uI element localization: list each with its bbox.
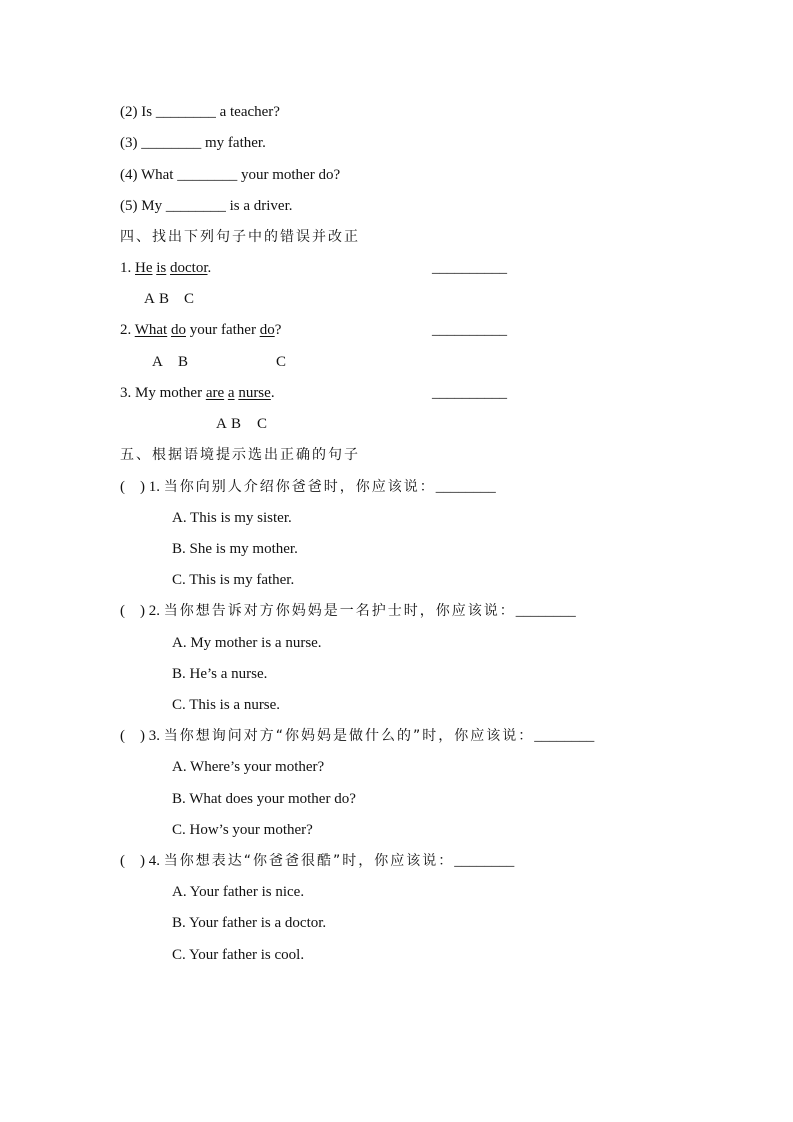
option-c: C. This is a nurse. [172,697,281,713]
text-after: a teacher? [219,104,280,120]
option-a: A. Your father is nice. [172,884,305,900]
blank: ________ [141,135,202,151]
text-after: is a driver. [229,198,293,214]
option-b: B. What does your mother do? [172,791,356,807]
option-a: A. My mother is a nurse. [172,635,322,651]
answer-blank: ________ [515,603,576,619]
section-4-heading: 四、找出下列句子中的错误并改正 [120,229,360,245]
item-number: 3. [120,385,132,401]
item-number: 2. [120,322,132,338]
error-item-3 [120,383,275,403]
underlined-part-a: He [135,260,153,276]
choice-question-3 [120,726,594,746]
error-item-1 [120,258,211,278]
text-part: . [207,260,212,276]
choice-question-2 [120,601,576,621]
question-prompt: 当你想询问对方“你妈妈是做什么的”时，你应该说： [163,728,535,744]
item-number: (5) [120,198,138,214]
item-number: 1. [120,260,132,276]
choice-question-4 [120,851,514,871]
answer-blank-2: __________ [432,322,507,338]
mark-c-3: C [257,416,268,432]
text-before: My [141,198,163,214]
blank: ________ [155,104,216,120]
mark-a-1: A [144,291,155,307]
question-prefix: ( ) 4. [120,853,160,869]
text-part: your father [185,322,260,338]
option-c: C. Your father is cool. [172,947,305,963]
item-number: (4) [120,167,138,183]
option-b: B. Your father is a doctor. [172,915,327,931]
blank: ________ [177,167,238,183]
mark-b-2: B [178,354,189,370]
underlined-part-c: doctor [170,260,208,276]
question-prompt: 当你向别人介绍你爸爸时，你应该说： [163,479,436,495]
mark-a-2: A [152,354,163,370]
section-5-heading: 五、根据语境提示选出正确的句子 [120,447,360,463]
option-a: A. Where’s your mother? [172,759,325,775]
error-item-2 [120,320,281,340]
option-b: B. She is my mother. [172,541,298,557]
fill-in-item-5 [120,196,293,216]
question-prefix: ( ) 3. [120,728,160,744]
mark-a-3: A [216,416,227,432]
answer-blank-3: __________ [432,385,507,401]
question-prompt: 当你想表达“你爸爸很酷”时，你应该说： [163,853,455,869]
mark-c-1: C [184,291,195,307]
item-number: (3) [120,135,138,151]
option-a: A. This is my sister. [172,510,292,526]
underlined-part-c: do [259,322,275,338]
underlined-part-a: What [134,322,168,338]
mark-b-3: B [231,416,242,432]
text-part: ? [274,322,282,338]
option-c: C. This is my father. [172,572,295,588]
fill-in-item-2 [120,102,280,122]
answer-blank-1: __________ [432,260,507,276]
underlined-part-b: is [156,260,167,276]
fill-in-item-3 [120,133,266,153]
mark-c-2: C [276,354,287,370]
underlined-part-b: a [227,385,235,401]
text-part: . [270,385,275,401]
text-part: My mother [135,385,206,401]
fill-in-item-4 [120,165,340,185]
question-prefix: ( ) 1. [120,479,160,495]
text-before: Is [141,104,153,120]
item-number: (2) [120,104,138,120]
answer-blank: ________ [435,479,496,495]
underlined-part-a: are [205,385,225,401]
answer-blank: ________ [534,728,595,744]
choice-question-1 [120,477,496,497]
underlined-part-c: nurse [238,385,271,401]
text-after: your mother do? [240,167,341,183]
text-before: What [140,167,174,183]
question-prompt: 当你想告诉对方你妈妈是一名护士时，你应该说： [163,603,516,619]
blank: ________ [165,198,226,214]
underlined-part-b: do [170,322,186,338]
question-prefix: ( ) 2. [120,603,160,619]
mark-b-1: B [159,291,170,307]
option-b: B. He’s a nurse. [172,666,268,682]
text-after: my father. [205,135,266,151]
answer-blank: ________ [454,853,515,869]
option-c: C. How’s your mother? [172,822,313,838]
